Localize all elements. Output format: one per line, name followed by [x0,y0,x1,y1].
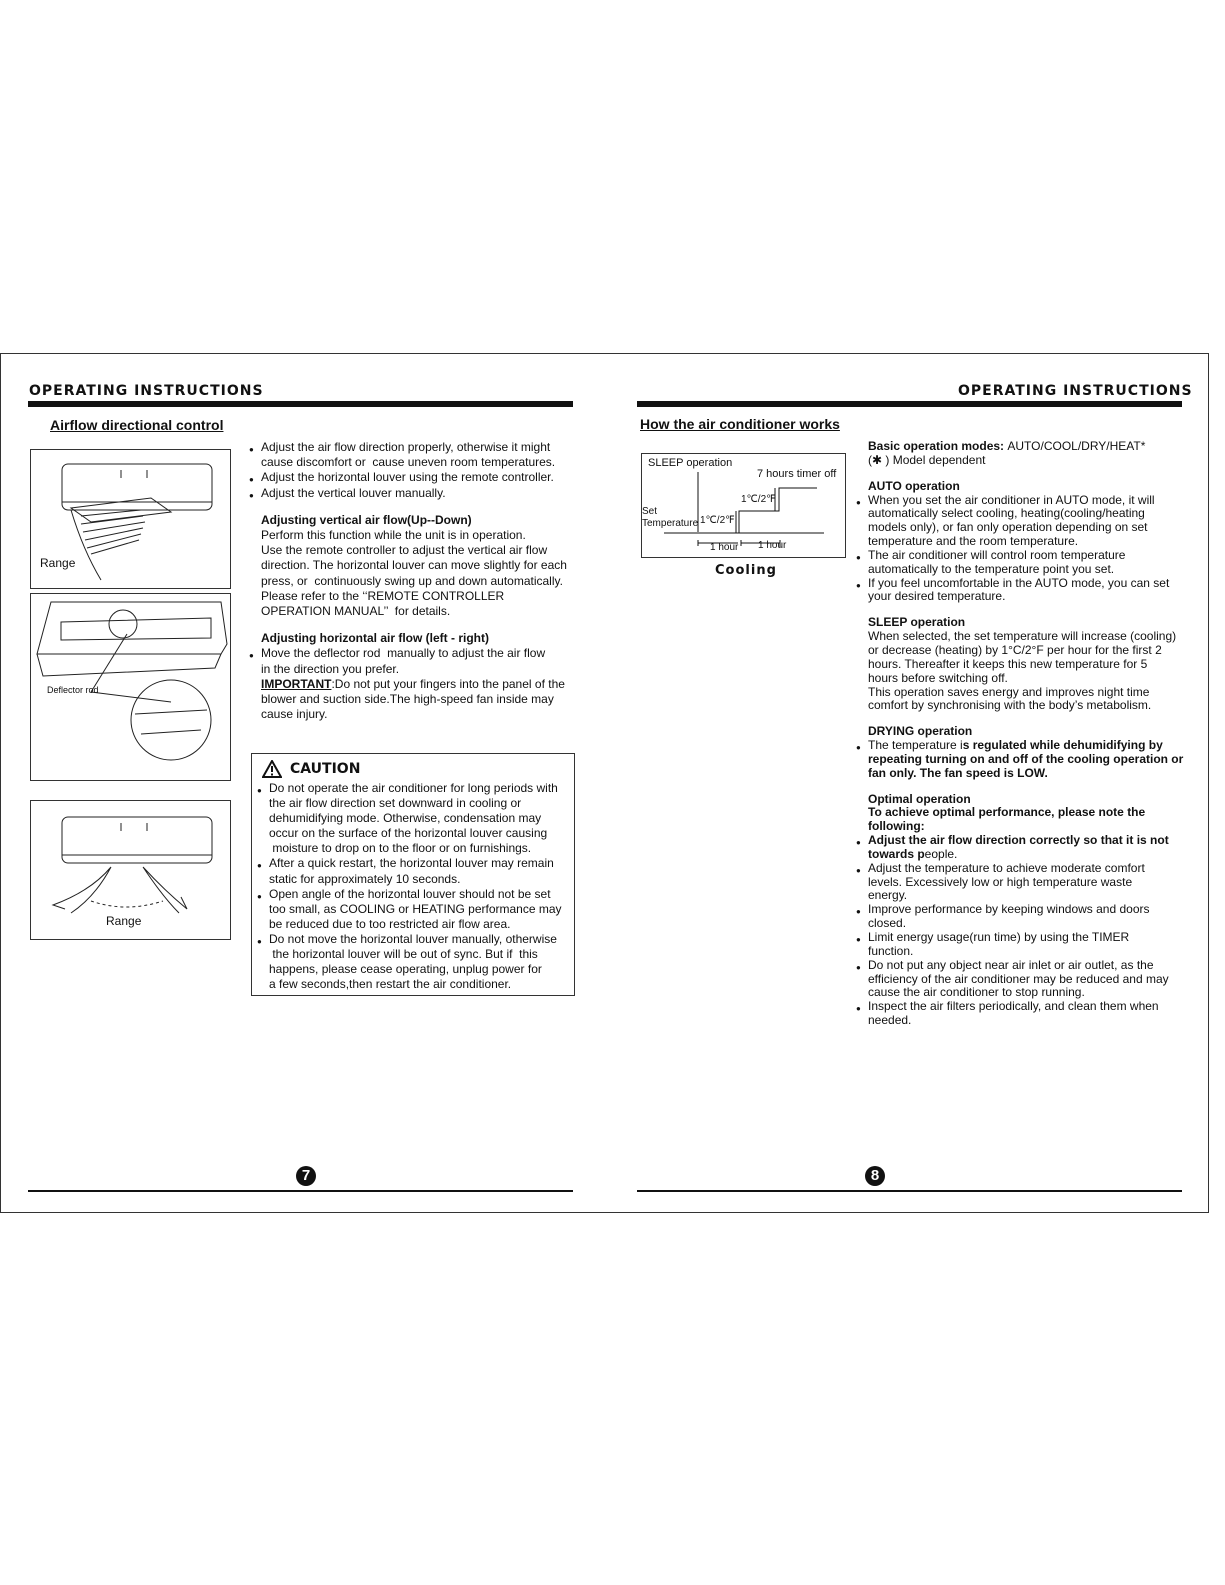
bullet-item-line: ● Limit energy usage(run time) by using the TIMER [868,931,1183,945]
text-line: models only), or fan only operation depending on set [868,520,1148,535]
text-line [261,677,567,692]
text-line: When selected, the set temperature will increase (cooling) [868,629,1177,644]
text-line: automatically to the temperature point you set. [868,561,1115,576]
right-footer-rule [637,1190,1182,1192]
bullet-item-line: ● Adjust the air flow direction properly, otherwise it might [261,440,567,455]
text-line: be reduced due to too restricted air flow area. [269,916,511,931]
paragraph-gap [868,781,1183,793]
step-2-label: 1℃/2℉ [741,494,776,505]
text-line [868,848,1183,862]
left-body-text [261,440,567,722]
bullet-item-line: ● Do not operate the air conditioner for long periods with [269,781,562,796]
text-segment: :Do not put your fingers into the panel of the [331,676,565,691]
text-line: needed. [868,1013,912,1028]
text-heading-line: Adjusting vertical air flow(Up--Down) [261,512,472,527]
text-line: press, or continuously swing up and down automatically. [261,573,563,588]
hour-2-label: 1 hour [758,540,787,551]
caution-heading [262,760,360,778]
bullet-item-line: ● After a quick restart, the horizontal louver may remain [269,856,562,871]
text-heading-line: fan only. The fan speed is LOW. [868,765,1048,780]
caution-text [269,781,562,992]
warning-triangle-icon [262,760,282,778]
text-heading-line: Optimal operation [868,791,971,806]
text-line: efficiency of the air conditioner may be reduced and may [868,971,1169,986]
horizontal-airflow-figure [30,800,231,940]
temperature-label: Temperature [642,518,699,529]
bullet-item-line: ● Open angle of the horizontal louver should not be set [269,887,562,902]
bullet-item-line: ● Adjust the vertical louver manually. [261,486,567,501]
text-line: Please refer to the ‘‘REMOTE CONTROLLER [261,588,505,603]
left-section-title: Airflow directional control [50,417,224,433]
deflector-rod-label: Deflector rod [47,685,99,695]
text-line: direction. The horizontal louver can move slightly for each [261,558,567,573]
text-line: (✱ ) Model dependent [868,452,986,467]
step-1-label: 1℃/2℉ [700,515,735,526]
text-heading-line: To achieve optimal performance, please note the [868,805,1146,820]
caution-box [251,753,575,996]
bullet-item-line: ● If you feel uncomfortable in the AUTO mode, you can set [868,577,1183,591]
text-line: too small, as COOLING or HEATING performance may [269,901,562,916]
deflector-rod-figure [30,593,231,781]
text-line: happens, please cease operating, unplug power for [269,962,542,977]
text-segment: eople. [924,846,958,861]
left-footer-rule [28,1190,573,1192]
text-line: levels. Excessively low or high temperature waste [868,874,1133,889]
bullet-item-line: ● Move the deflector rod manually to adjust the air flow [261,646,567,661]
text-line: occur on the surface of the horizontal louver causing [269,826,548,841]
diagram-title: SLEEP operation [648,457,733,469]
text-line: energy. [868,888,908,903]
text-line [868,440,1183,454]
text-heading-line: repeating turning on and off of the cooling operation or [868,751,1184,766]
bullet-item-line: ● The air conditioner will control room temperature [868,549,1183,563]
bullet-item-line: ● Adjust the horizontal louver using the remote controller. [261,470,567,485]
text-segment: Adjust the air flow direction correctly so that it is not [868,833,1169,848]
range-label: Range [106,914,142,928]
bullet-item-line: ● Do not put any object near air inlet or air outlet, as the [868,959,1183,973]
right-body-text [868,440,1183,1028]
sleep-operation-diagram [641,453,846,558]
text-line: static for approximately 10 seconds. [269,871,461,886]
text-line: the air flow direction set downward in cooling or [269,796,522,811]
text-line: in the direction you prefer. [261,661,400,676]
bullet-item-line [868,834,1183,848]
text-line: function. [868,943,914,958]
text-line: cause the air conditioner to stop running. [868,985,1085,1000]
text-line: cause injury. [261,707,328,722]
text-segment: towards p [868,846,925,861]
text-line: comfort by synchronising with the body’s metabolism. [868,698,1152,713]
page-number-right: 8 [865,1166,885,1186]
text-line: Use the remote controller to adjust the vertical air flow [261,543,548,558]
text-segment: The temperature i [868,738,963,753]
text-line: cause discomfort or cause uneven room temperatures. [261,455,556,470]
text-line: moisture to drop on to the floor or on furnishings. [269,841,532,856]
bullet-item-line: ● Improve performance by keeping windows and doors [868,903,1183,917]
left-header-title: OPERATING INSTRUCTIONS [29,383,264,399]
bullet-item-line: ● Do not move the horizontal louver manually, otherwise [269,932,562,947]
page-number-left: 7 [296,1166,316,1186]
text-heading-line: Adjusting horizontal air flow (left - right) [261,631,489,646]
text-line: a few seconds,then restart the air conditioner. [269,977,512,992]
text-line: the horizontal louver will be out of sync. But if this [269,947,538,962]
text-line: blower and suction side.The high-speed fan inside may [261,692,554,707]
text-segment: Basic operation modes: [868,439,1008,453]
text-segment: AUTO/COOL/DRY/HEAT* [1007,439,1146,453]
text-heading-line: DRYING operation [868,724,973,739]
text-line: automatically select cooling, heating(cooling/heating [868,506,1145,521]
text-line: OPERATION MANUAL’’ for details. [261,604,451,619]
bullet-item-line: ● When you set the air conditioner in AUTO mode, it will [868,494,1183,508]
range-label: Range [40,556,76,570]
text-line: Perform this function while the unit is in operation. [261,528,526,543]
text-segment: IMPORTANT [261,676,332,691]
set-temp-label: Set [642,506,658,517]
text-line: dehumidifying mode. Otherwise, condensation may [269,811,542,826]
text-line: hours before switching off. [868,670,1008,685]
text-line: This operation saves energy and improves night time [868,684,1150,699]
paragraph-gap [261,501,567,513]
right-header-rule [637,401,1182,407]
bullet-item-line: ● Inspect the air filters periodically, and clean them when [868,1000,1183,1014]
text-line: or decrease (heating) by 1°C/2°F per hour for the first 2 [868,642,1162,657]
right-header-title: OPERATING INSTRUCTIONS [958,383,1193,399]
diagram-caption: Cooling [715,563,777,578]
text-segment: s regulated while dehumidifying by [962,738,1163,753]
bullet-item-line [868,739,1183,753]
paragraph-gap [261,619,567,631]
caution-title: CAUTION [290,761,361,777]
text-heading-line: SLEEP operation [868,615,966,630]
text-heading-line: AUTO operation [868,478,960,493]
text-line: closed. [868,916,907,931]
hour-1-label: 1 hour [710,542,739,553]
vertical-airflow-figure [30,449,231,589]
right-section-title: How the air conditioner works [640,416,840,432]
left-header-rule [28,401,573,407]
text-line: hours. Thereafter it keeps this new temperature for 5 [868,656,1148,671]
paragraph-gap [868,468,1183,480]
bullet-item-line: ● Adjust the temperature to achieve moderate comfort [868,862,1183,876]
text-heading-line: following: [868,819,925,834]
timer-off-label: 7 hours timer off [757,468,837,480]
text-line: your desired temperature. [868,589,1006,604]
text-line: temperature and the room temperature. [868,534,1079,549]
